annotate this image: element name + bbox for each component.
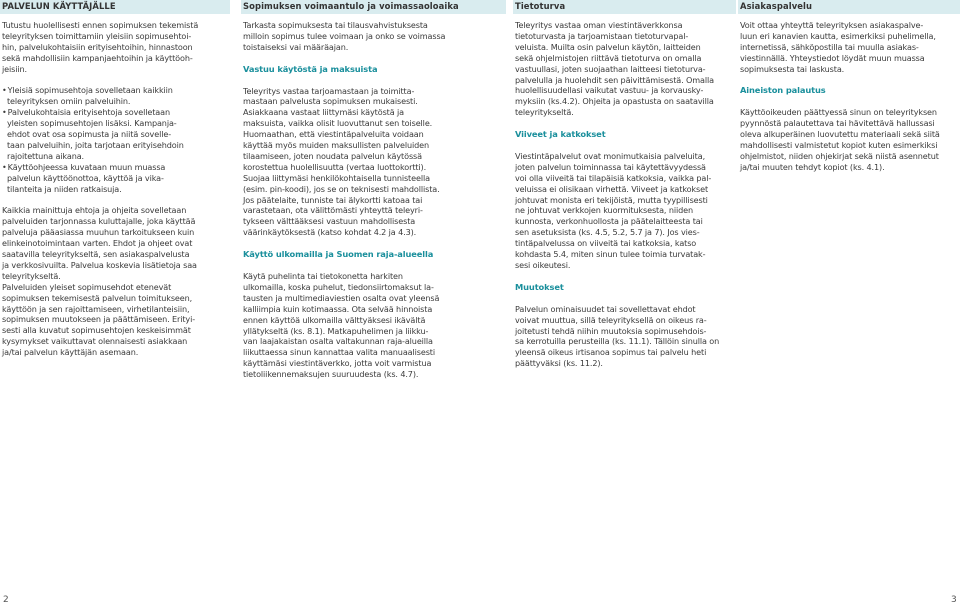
text-line: mahdollisesti valmistetut kopiot kuten esimerkiksi: [740, 140, 938, 151]
text-line: sa kerrotuilla perusteilla (ks. 11.1). Tällöin sinulla on: [515, 336, 720, 347]
text-line: yllätykseltä (ks. 8.1). Matkapuhelimen ja liikku-: [243, 325, 429, 336]
text-line: sen asetuksista (ks. 4.5, 5.2, 5.7 ja 7). Jos vies-: [515, 227, 700, 238]
body-paragraph: [515, 304, 735, 369]
body-paragraph: [243, 86, 505, 239]
text-line: Yleisiä sopimusehtoja sovelletaan kaikkiin: [7, 85, 173, 96]
subheading-muutokset: Muutokset: [515, 281, 564, 292]
text-line: johtuvat monista eri tekijöistä, mutta tyypillisesti: [515, 194, 708, 205]
text-line: veluissa ei olisikaan virhettä. Viiveet ja katkokset: [515, 183, 709, 194]
text-line: tilaamiseen, joten noudata palvelun käytössä: [243, 150, 422, 161]
text-line: jeisiin.: [2, 63, 27, 74]
text-line: Tutustu huolellisesti ennen sopimuksen tekemistä: [2, 20, 199, 30]
text-line: hin, palvelukohtaisiin erityisehtoihin, hinnastoon: [2, 41, 193, 52]
text-line: veluista. Muilta osin palvelun käytön, laitteiden: [515, 41, 701, 52]
page-number-right: 3: [951, 595, 957, 605]
body-paragraph: [740, 107, 960, 172]
text-line: tintäpalvelussa on viiveitä tai katkoksia, katso: [515, 238, 697, 249]
body-paragraph: [243, 271, 505, 380]
text-line: milloin sopimus tulee voimaan ja onko se voimassa: [243, 30, 446, 41]
intro-paragraph: [740, 20, 960, 75]
text-line: joitetusti tehdä niihin muutoksia sopimusehdois-: [515, 325, 707, 336]
text-line: teleyritykseltä.: [2, 270, 61, 281]
column-palvelun-kayttajalle: [2, 20, 230, 358]
text-line: kalliimpia kuin kotimaassa. Ota selvää hinnoista: [243, 303, 433, 314]
text-line: taan palveluihin, joita tarjotaan erityisehdoin: [7, 139, 184, 150]
text-line: ulkomailla, koska puhelut, tiedonsiirtomaksut la-: [243, 281, 434, 292]
text-line: yleensä oikeus irtisanoa sopimus tai palvelu heti: [515, 347, 707, 358]
text-line: käyttöön ja sen rajoittamiseen, virhetilanteisiin,: [2, 303, 190, 314]
text-line: tietoliikennemaksujen suuruudesta (ks. 4.7).: [243, 369, 419, 380]
list-item: [7, 162, 230, 195]
text-line: Voit ottaa yhteyttä teleyrityksen asiakaspalve-: [740, 20, 924, 30]
body-paragraph: [2, 282, 230, 358]
list-item: [7, 107, 230, 162]
text-line: tilanteita ja niiden ratkaisuja.: [7, 183, 122, 194]
text-line: teleyrityksen toimittamiin yleisiin sopimusehtoi-: [2, 30, 192, 41]
text-line: sekä mahdollisiin kampanjaehtoihin ja käyttöoh-: [2, 52, 193, 63]
subheading-viiveet: Viiveet ja katkokset: [515, 129, 606, 140]
intro-paragraph: [2, 20, 230, 75]
text-line: ja/tai palvelun käyttäjän asemaan.: [2, 347, 139, 358]
text-line: pyynnöstä palautettava tai hävitettävä hallussasi: [740, 118, 935, 129]
text-line: sesi oikeutesi.: [515, 260, 571, 270]
intro-paragraph: [243, 20, 505, 53]
text-line: vastuullasi, joten suojaathan laitteesi tietoturva-: [515, 63, 706, 74]
bullet-list: [2, 85, 230, 194]
text-line: Käyttöoikeuden päättyessä sinun on teleyrityksen: [740, 107, 937, 118]
text-line: tietoturvasta ja tarjoamistaan tietoturvapal-: [515, 30, 689, 41]
text-line: teleyritykseltä.: [515, 107, 574, 118]
subheading-aineiston-palautus: Aineiston palautus: [740, 85, 826, 96]
body-paragraph: [515, 151, 735, 271]
text-line: Suojaa liittymäsi henkilökohtaisella tunnisteella: [243, 172, 430, 183]
text-line: sesti alla kuvatut sopimusehtojen keskeisimmät: [2, 325, 191, 336]
text-line: ehdot ovat osa sopimusta ja niitä sovelle-: [7, 129, 171, 140]
text-line: Palvelun ominaisuudet tai sovellettavat ehdot: [515, 303, 696, 314]
column-tietoturva: [515, 20, 735, 369]
text-line: sekä ohjelmistojen riittävä tietoturva on omalla: [515, 52, 702, 63]
text-line: maksuista, vaikka olisit luovuttanut sen toiselle.: [243, 118, 433, 129]
text-line: voi olla viiveitä tai tilapäisiä katkoksia, vaikka pal-: [515, 172, 712, 183]
text-line: Kaikkia mainittuja ehtoja ja ohjeita sovelletaan: [2, 205, 187, 216]
text-line: tausten ja multimediaviestien osalta ovat yleensä: [243, 292, 440, 303]
text-line: toistaiseksi vai määräajan.: [243, 41, 349, 52]
text-line: van laajakaistan osalta valtakunnan raja-alueilla: [243, 336, 433, 347]
text-line: Asiakkaana vastaat liittymäsi käytöstä ja: [243, 107, 404, 118]
text-line: palvelulla ja huolehdit sen päivittämisestä. Omalla: [515, 74, 714, 85]
text-line: sopimuksesta tai laskusta.: [740, 63, 845, 74]
text-line: ennen käyttöä ulkomailla välttyäksesi ikävältä: [243, 314, 426, 325]
body-paragraph: [2, 205, 230, 281]
text-line: huolellisuudellasi vaikutat vastuu- ja korvausky-: [515, 85, 704, 96]
text-line: rajoitettuna aikana.: [7, 150, 85, 161]
text-line: päättyväksi (ks. 11.2).: [515, 358, 603, 369]
text-line: Palvelukohtaisia erityisehtoja sovelletaan: [7, 107, 170, 118]
text-line: teleyrityksen omiin palveluihin.: [7, 96, 131, 107]
text-line: Teleyritys vastaa tarjoamastaan ja toimitta-: [243, 85, 415, 96]
section-header-voimaantulo: Sopimuksen voimaantulo ja voimassaoloaika: [241, 0, 506, 14]
text-line: Viestintäpalvelut ovat monimutkaisia palveluita,: [515, 150, 706, 161]
section-header-palvelun-kayttajalle: PALVELUN KÄYTTÄJÄLLE: [0, 0, 230, 14]
text-line: saatavilla teleyritykseltä, sen asiakaspalvelusta: [2, 249, 190, 259]
text-line: Huomaathan, että viestintäpalveluita voidaan: [243, 129, 424, 140]
text-line: varastetaan, ota välittömästi yhteyttä teleyri-: [243, 205, 423, 216]
text-line: ohjelmistot, niiden ohjekirjat sekä niistä asennetut: [740, 150, 939, 161]
text-line: ja verkkosivuilta. Palvelua koskevia lisätietoja saa: [2, 259, 197, 270]
section-header-tietoturva: Tietoturva: [513, 0, 736, 14]
list-item: [7, 85, 230, 107]
column-voimaantulo: [243, 20, 505, 380]
text-line: Teleyritys vastaa oman viestintäverkkonsa: [515, 20, 683, 30]
text-line: mastaan palvelusta sopimuksen mukaisesti.: [243, 96, 418, 107]
text-line: voivat muuttua, sillä teleyrityksellä on oikeus ra-: [515, 314, 707, 325]
text-line: oleva alkuperäinen luovutettu materiaali sekä siitä: [740, 129, 940, 140]
text-line: sopimuksen muutokseen ja päättämiseen. Erityi-: [2, 314, 196, 325]
section-header-asiakaspalvelu: Asiakaspalvelu: [738, 0, 960, 14]
text-line: Palveluiden yleiset sopimusehdot etenevät: [2, 281, 172, 292]
text-line: korostettua huolellisuutta (vertaa luottokortti).: [243, 161, 427, 172]
text-line: internetissä, sähköpostilla tai muulla asiakas-: [740, 41, 919, 52]
text-line: väärinkäytöksestä (katso kohdat 4.2 ja 4.3).: [243, 227, 417, 238]
text-line: myksiin (ks.4.2). Ohjeita ja opastusta on saatavilla: [515, 96, 714, 107]
text-line: palveluja pääasiassa muuhun tarkoitukseen kuin: [2, 227, 195, 238]
text-line: viestinnällä. Yhteystiedot löydät muun muassa: [740, 52, 925, 63]
text-line: kysymykset vaikuttavat olennaisesti asiakkaan: [2, 336, 188, 347]
text-line: Käytä puhelinta tai tietokonetta harkiten: [243, 270, 403, 281]
page-number-left: 2: [3, 595, 9, 605]
text-line: palveluiden tarjonnassa kuluttajalle, joka käyttää: [2, 216, 196, 227]
text-line: tykseen välttääksesi vastuun mahdollisesta: [243, 216, 416, 227]
text-line: palvelun käyttöönottoa, käyttöä ja vika-: [7, 172, 164, 183]
text-line: yleisten sopimusehtojen lisäksi. Kampanja-: [7, 118, 177, 129]
intro-paragraph: [515, 20, 735, 118]
text-line: kunnosta, verkonhuollosta ja päätelaitteesta tai: [515, 216, 703, 227]
subheading-ulkomailla: Käyttö ulkomailla ja Suomen raja-alueella: [243, 249, 434, 260]
text-line: ja/tai muuten tehdyt kopiot (ks. 4.1).: [740, 161, 885, 172]
text-line: kohdasta 5.4, miten sinun tulee toimia turvatak-: [515, 249, 706, 260]
text-line: (esim. pin-koodi), jos se on teknisesti mahdollista.: [243, 183, 440, 194]
text-line: käyttää myös muiden maksullisten palveluiden: [243, 140, 430, 151]
text-line: Käyttöohjeessa kuvataan muun muassa: [7, 161, 166, 172]
text-line: käyttämäsi viestintäverkko, jotta voit varmistua: [243, 358, 432, 369]
text-line: ne johtuvat verkkojen kuormituksesta, niiden: [515, 205, 693, 216]
text-line: sopimuksen tekemisestä palvelun toimitukseen,: [2, 292, 193, 303]
column-asiakaspalvelu: [740, 20, 960, 173]
text-line: Tarkasta sopimuksesta tai tilausvahvistuksesta: [243, 20, 428, 30]
subheading-vastuu: Vastuu käytöstä ja maksuista: [243, 63, 378, 74]
text-line: elinkeinotoimintaan varten. Ehdot ja ohjeet ovat: [2, 238, 193, 249]
text-line: joten palvelun toiminnassa tai käytettävyydessä: [515, 161, 706, 172]
text-line: liikuttaessa sinun kannattaa valita manuaalisesti: [243, 347, 435, 358]
text-line: Jos päätelaite, tunniste tai älykortti katoaa tai: [243, 194, 423, 205]
text-line: luun eri kanavien kautta, esimerkiksi puhelimella,: [740, 30, 936, 41]
